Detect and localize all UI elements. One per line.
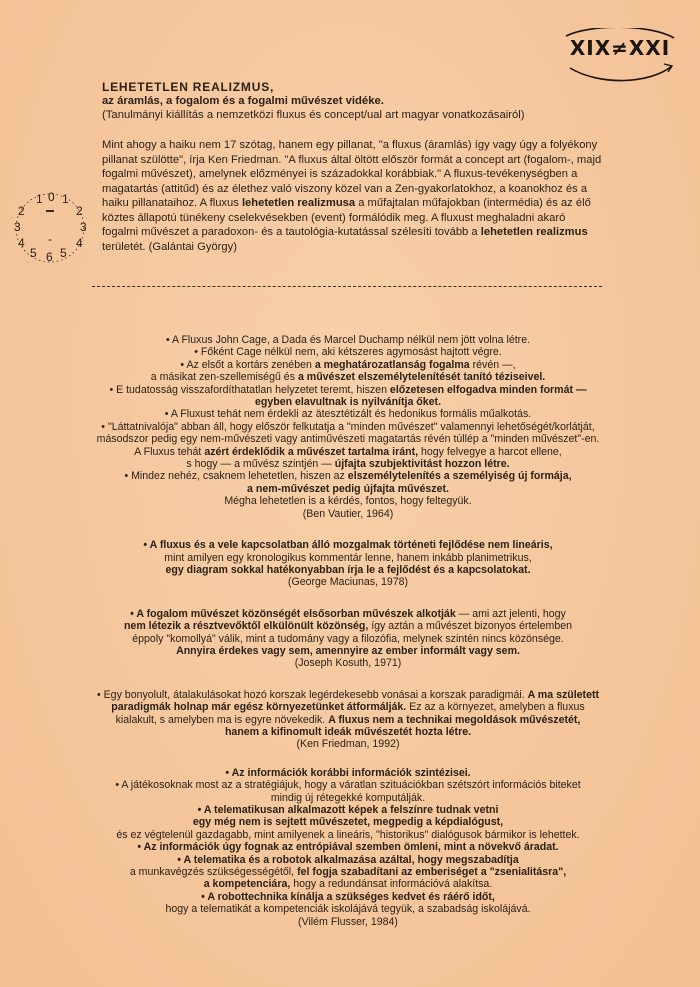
intro-text: területét. (Galántai György)	[102, 240, 237, 253]
spacer	[20, 520, 676, 539]
dashed-divider	[92, 286, 602, 287]
quote-line: a nem-művészet pedig újfajta művészet.	[247, 482, 449, 495]
quote-line: és ez végtelenül gazdagabb, mint amilyenek a lineáris, "historikus" dialógusok bármikor is lehettek.	[116, 828, 580, 841]
quote-friedman	[20, 689, 676, 751]
quote-line: • A telematikusan alkalmazott képek a felszínre tudnak vetni	[197, 804, 499, 816]
quote-line: hogy a telematikát a kompetenciák iskolájává tegyük, a szabadság iskolájává.	[165, 903, 531, 916]
quote-line: egy még nem is sejtett művészetet, megpedig a képdialógust,	[192, 816, 504, 829]
clock-digit: 3	[14, 220, 21, 234]
clock-digit: 6	[46, 250, 53, 264]
quote-attribution: (Ben Vautier, 1964)	[302, 507, 394, 520]
quote-line: egy diagram sokkal hatékonyabban írja le a fejlődést és a kapcsolatokat.	[165, 563, 531, 576]
intro-emphasis: lehetetlen realizmusa	[241, 197, 356, 209]
intro-text: a műfajtalan műfajokban (intermédia) és az élő köztes állapotú tünékeny cselekvésekben (event) formálódik meg. A fluxust meghaladni akaró fogalmi művészet a paradoxon- és a tautológia-kutatással szélesíti tovább a	[102, 197, 591, 238]
quote-line: a munkavégzés szükségességétől, fel fogja szabadítani az emberiséget a "zsenialitásra",	[129, 866, 567, 879]
clock-digit: 5	[60, 246, 67, 260]
quote-line: • A játékosoknak most az a stratégiájuk, hogy a váratlan szituációkban szétszórt információs biteket	[115, 779, 581, 792]
page-note: (Tanulmányi kiállítás a nemzetközi fluxus és concept/ual art magyar vonatkozásairól)	[102, 109, 525, 121]
quote-line: • E tudatosság visszafordíthatatlan helyzetet teremt, hiszen előzetesen elfogadva minden formát —	[109, 383, 587, 396]
quote-line: • Az információk úgy fognak az entrópiával szemben ömleni, mint a növekvő áradat.	[137, 841, 559, 854]
quote-line: • A telematika és a robotok alkalmazása azáltal, hogy megszabadítja	[177, 853, 519, 866]
intro-paragraph	[102, 138, 602, 254]
quote-kosuth	[20, 608, 676, 670]
quote-attribution: (Ken Friedman, 1992)	[296, 738, 400, 751]
quote-line: A Fluxus tehát azért érdeklődik a művészet tartalma iránt, hogy felvegye a harcot ellene,	[134, 445, 562, 458]
quote-line: • A robottechnika kínálja a szükséges kedvet és ráérő időt,	[201, 890, 495, 903]
clock-digit: 3	[80, 220, 87, 234]
logo-text: XIX≠XXI	[569, 36, 671, 60]
clock-digit: 2	[76, 204, 83, 218]
intro-emphasis: lehetetlen realizmus	[480, 226, 588, 238]
quote-line: hanem a kifinomult ideák művészetét hozta létre.	[224, 725, 472, 738]
quote-line: másodszor pedig egy nem-művészeti vagy antiművészeti magatartás révén túllép a "minden művészet"-en.	[96, 433, 600, 446]
clock-digit: 0	[48, 190, 55, 204]
intro-text: Mint ahogy a haiku nem 17 szótag, hanem egy pillanat, "a fluxus (áramlás) így vagy úgy a folyékony pillanat szülötte", írja Ken Friedman. "A fluxus által öltött először formát a concept art (fogalom-, majd fogalmi művészet), amelynek előzményei is századokkal korábbiak." A fluxus-tevékenységben a magatartás (attitűd) és az élethez való viszony közel van a Zen-gyakorlatokhoz, a koanokhoz és a haiku pillanataihoz. A fluxus	[102, 139, 602, 209]
clock-digit: 4	[76, 236, 83, 250]
clock-digit: 4	[18, 236, 25, 250]
quote-line: • Az elsőt a kortárs zenében a meghatározatlanság fogalma révén —,	[180, 358, 516, 371]
page-subtitle: az áramlás, a fogalom és a fogalmi művészet vidéke.	[102, 95, 384, 107]
clock-digit: 1	[62, 192, 69, 206]
quote-line: egyben elavultnak is nyilvánítja őket.	[254, 396, 442, 409]
quotes-section	[20, 334, 676, 928]
clock-dial-icon	[6, 186, 96, 266]
quote-attribution: (Vilém Flusser, 1984)	[298, 915, 398, 928]
quote-flusser	[20, 767, 676, 928]
quote-line: kialakult, s amelyben ma is egyre növekedik. A fluxus nem a technikai megoldások művészetét,	[115, 713, 581, 726]
quote-attribution: (George Maciunas, 1978)	[287, 576, 409, 589]
quote-line: • A Fluxus John Cage, a Dada és Marcel Duchamp nélkül nem jött volna létre.	[165, 334, 531, 346]
quote-line: • A Fluxust tehát nem érdekli az ätesztétizált és hedonikus formális műalkotás.	[164, 408, 532, 421]
logo	[560, 28, 680, 88]
quote-line: a másikat zen-szellemiségű és a művészet elszemélytelenítését tanító téziseivel.	[150, 371, 546, 384]
quote-line: mint amilyen egy kronologikus kommentár lenne, hanem inkább planimetrikus,	[164, 551, 532, 564]
clock-digit: 5	[30, 246, 37, 260]
quote-line: s hogy — a művész szintjén — újfajta szubjektivitást hozzon létre.	[186, 458, 510, 471]
quote-maciunas	[20, 539, 676, 589]
quote-line: mindig új rétegekké komputálják.	[270, 791, 426, 804]
spacer	[20, 589, 676, 608]
quote-line: • Mindez nehéz, csaknem lehetetlen, hiszen az elszemélytelenítés a személyiség új formája,	[124, 470, 572, 483]
spacer	[20, 670, 676, 689]
quote-line: paradigmák holnap már egész környezetünket átformálják. Ez az a környezet, amelyben a fluxus	[111, 701, 585, 714]
page-title: LEHETETLEN REALIZMUS,	[102, 80, 275, 94]
quote-line: éppoly "komollyá" válik, mint a tudomány vagy a filozófia, melynek szintén nincs közönsége.	[132, 632, 564, 645]
clock-hand: -	[48, 232, 52, 246]
quote-line: Annyira érdekes vagy sem, amennyire az ember informált vagy sem.	[176, 644, 520, 657]
quote-attribution: (Joseph Kosuth, 1971)	[294, 657, 402, 670]
quote-line: a kompetenciára, hogy a redundánsat információvá alakítsa.	[203, 878, 493, 891]
quote-line: Mégha lehetetlen is a kérdés, fontos, hogy feltegyük.	[224, 495, 472, 508]
quote-line: • Az információk korábbi információk szintézisei.	[225, 766, 471, 779]
clock-digit: 1	[36, 192, 43, 206]
quote-line: • A fluxus és a vele kapcsolatban álló mozgalmak történeti fejlődése nem lineáris,	[143, 539, 553, 552]
quote-line: nem létezik a résztvevőktől elkülönült közönség, így aztán a művészet bizonyos értelemben	[123, 620, 573, 633]
quote-line: • "Láttatnivalója" abban áll, hogy először felkutatja a "minden művészet" valamennyi lehetőségét/korlátját,	[101, 420, 595, 433]
spacer	[20, 751, 676, 767]
quote-line: • Egy bonyolult, átalakulásokat hozó korszak legérdekesebb vonásai a korszak paradigmái. A ma született	[96, 688, 600, 701]
quote-line: • Főként Cage nélkül nem, aki kétszeres agymosást hajtott végre.	[194, 346, 502, 359]
header	[102, 80, 662, 122]
clock-digit: 2	[18, 204, 25, 218]
quote-line: • A fogalom művészet közönségét elsősorban művészek alkotják — ami azt jelenti, hogy	[130, 607, 566, 620]
quote-vautier	[20, 334, 676, 520]
